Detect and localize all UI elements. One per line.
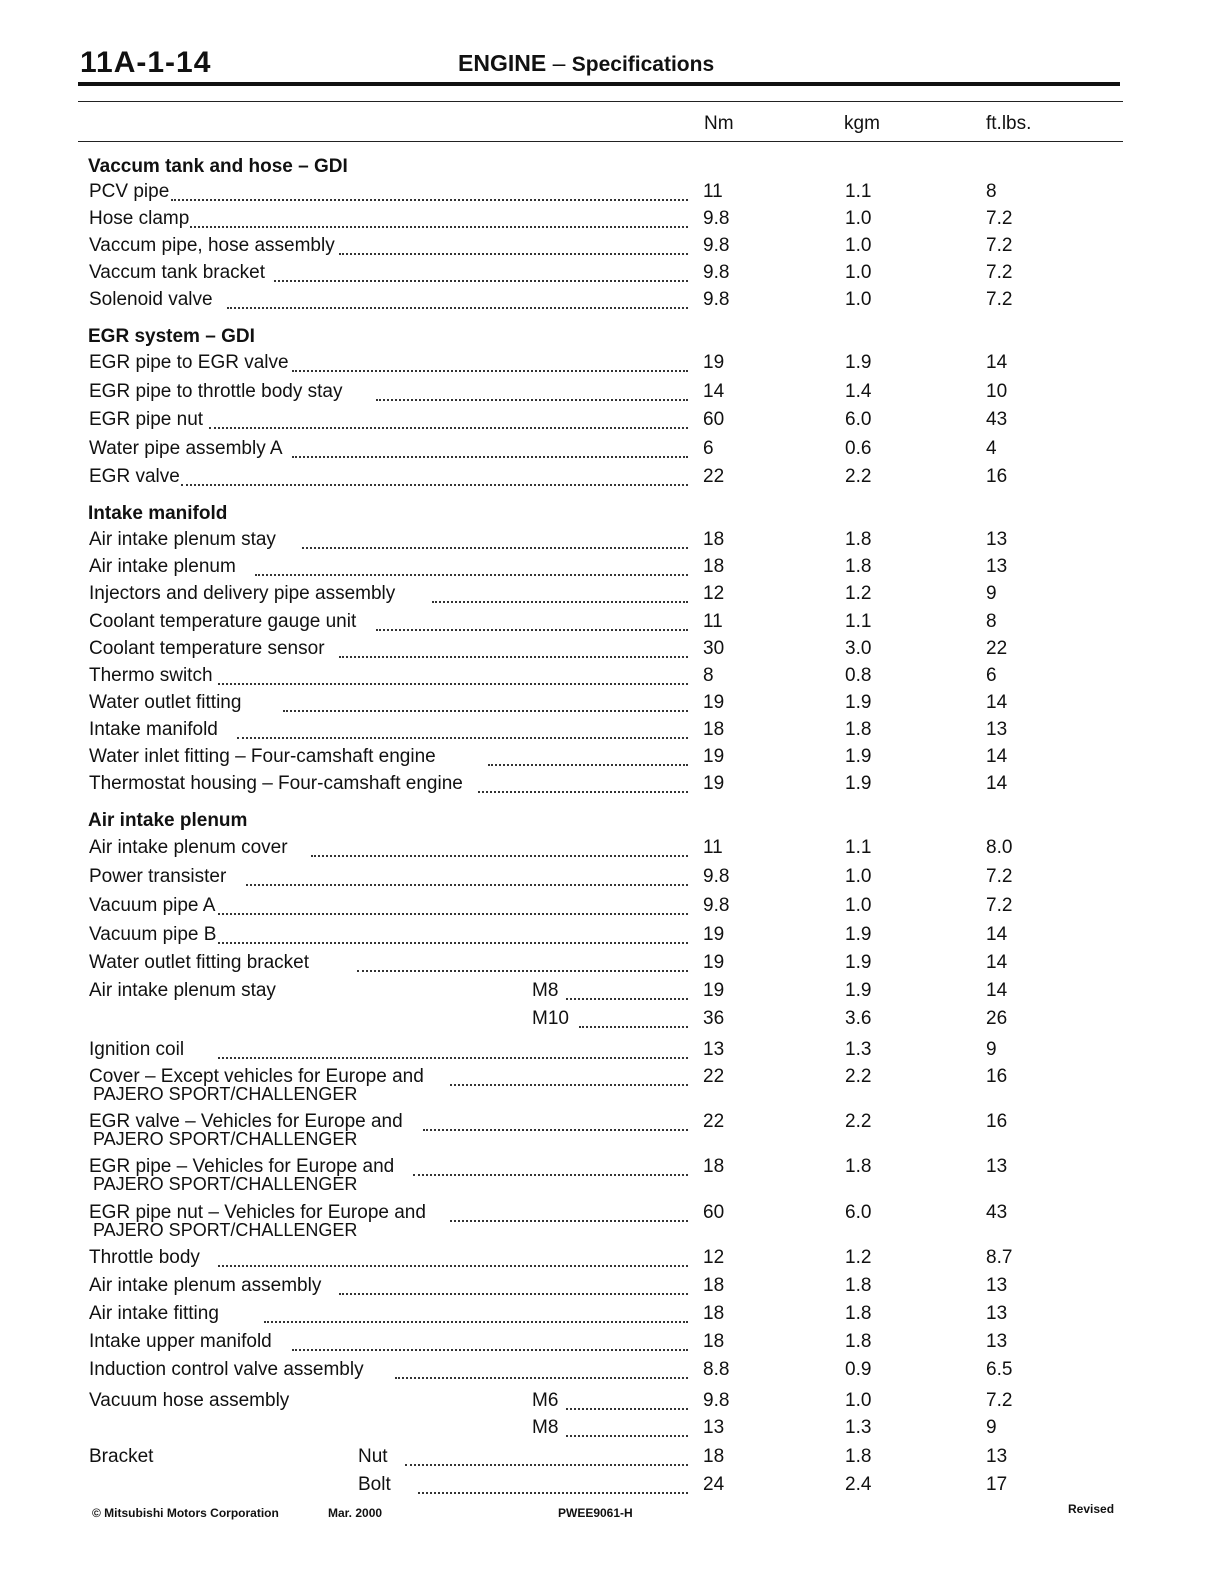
value-nm: 18 <box>703 1156 725 1177</box>
value-nm: 9.8 <box>703 289 730 310</box>
column-header-ftlbs: ft.lbs. <box>986 113 1032 134</box>
section-heading: EGR system – GDI <box>88 326 255 347</box>
spec-row <box>0 235 1224 259</box>
value-nm: 18 <box>703 1275 725 1296</box>
leader-dots <box>171 199 688 201</box>
value-kgm: 1.8 <box>845 529 872 550</box>
spec-label: Air intake plenum cover <box>89 837 288 858</box>
leader-dots <box>218 1057 688 1059</box>
leader-dots <box>292 370 688 372</box>
leader-dots <box>376 629 688 631</box>
page-number: 11A-1-14 <box>80 46 212 79</box>
spec-label-continuation: PAJERO SPORT/CHALLENGER <box>93 1220 358 1240</box>
value-ftlbs: 13 <box>986 1156 1008 1177</box>
leader-dots <box>311 855 688 857</box>
spec-row <box>0 466 1224 490</box>
spec-row <box>0 289 1224 313</box>
value-ftlbs: 16 <box>986 466 1008 487</box>
leader-dots <box>209 427 688 429</box>
spec-sublabel: Bolt <box>358 1474 391 1495</box>
spec-label: EGR pipe to throttle body stay <box>89 381 343 402</box>
value-ftlbs: 7.2 <box>986 235 1013 256</box>
value-nm: 60 <box>703 1202 725 1223</box>
value-ftlbs: 13 <box>986 529 1008 550</box>
value-kgm: 2.2 <box>845 1111 872 1132</box>
footer-copyright: © Mitsubishi Motors Corporation <box>92 1506 279 1520</box>
value-kgm: 1.2 <box>845 1247 872 1268</box>
value-ftlbs: 43 <box>986 409 1008 430</box>
value-kgm: 1.3 <box>845 1417 872 1438</box>
value-kgm: 1.8 <box>845 1331 872 1352</box>
spec-label: EGR pipe nut <box>89 409 204 430</box>
spec-row <box>0 773 1224 797</box>
value-kgm: 2.2 <box>845 466 872 487</box>
section-heading: Intake manifold <box>88 503 228 524</box>
value-ftlbs: 4 <box>986 438 997 459</box>
value-nm: 19 <box>703 924 725 945</box>
spec-row <box>0 208 1224 232</box>
value-ftlbs: 8.0 <box>986 837 1013 858</box>
value-ftlbs: 8 <box>986 611 997 632</box>
spec-row <box>0 181 1224 205</box>
spec-row <box>0 837 1224 861</box>
value-nm: 9.8 <box>703 895 730 916</box>
value-kgm: 1.8 <box>845 1275 872 1296</box>
leader-dots <box>218 683 688 685</box>
value-ftlbs: 7.2 <box>986 1390 1013 1411</box>
spec-label: PCV pipe <box>89 181 170 202</box>
leader-dots <box>190 226 688 228</box>
value-kgm: 1.1 <box>845 611 872 632</box>
spec-row <box>0 1446 1224 1470</box>
spec-label: Vacuum hose assembly <box>89 1390 290 1411</box>
spec-label: Air intake fitting <box>89 1303 219 1324</box>
section-heading: Vaccum tank and hose – GDI <box>88 156 348 177</box>
leader-dots <box>255 574 688 576</box>
value-ftlbs: 22 <box>986 638 1008 659</box>
spec-label: Thermostat housing – Four-camshaft engine <box>89 773 463 794</box>
spec-row <box>0 1303 1224 1327</box>
value-nm: 36 <box>703 1008 725 1029</box>
leader-dots <box>218 1265 688 1267</box>
leader-dots <box>218 913 688 915</box>
spec-row <box>0 1331 1224 1355</box>
spec-label: Air intake plenum <box>89 556 236 577</box>
value-nm: 12 <box>703 1247 725 1268</box>
leader-dots <box>423 1129 689 1131</box>
value-nm: 9.8 <box>703 866 730 887</box>
value-kgm: 3.6 <box>845 1008 872 1029</box>
title-sub: Specifications <box>571 53 715 76</box>
value-ftlbs: 13 <box>986 719 1008 740</box>
spec-label: Air intake plenum stay <box>89 529 276 550</box>
spec-row <box>0 1066 1224 1104</box>
value-ftlbs: 7.2 <box>986 208 1013 229</box>
value-kgm: 1.8 <box>845 1303 872 1324</box>
value-kgm: 1.9 <box>845 746 872 767</box>
spec-label: Throttle body <box>89 1247 200 1268</box>
value-kgm: 1.1 <box>845 837 872 858</box>
value-nm: 8 <box>703 665 714 686</box>
value-nm: 22 <box>703 466 725 487</box>
value-ftlbs: 14 <box>986 952 1008 973</box>
leader-dots <box>579 1026 688 1028</box>
value-nm: 19 <box>703 980 725 1001</box>
value-ftlbs: 14 <box>986 924 1008 945</box>
spec-row <box>0 638 1224 662</box>
value-ftlbs: 8.7 <box>986 1247 1013 1268</box>
spec-label: Water outlet fitting bracket <box>89 952 310 973</box>
value-nm: 9.8 <box>703 262 730 283</box>
leader-dots <box>339 253 688 255</box>
value-kgm: 1.9 <box>845 352 872 373</box>
spec-sublabel: M10 <box>532 1008 569 1029</box>
value-kgm: 1.1 <box>845 181 872 202</box>
value-kgm: 1.0 <box>845 208 872 229</box>
spec-row <box>0 746 1224 770</box>
spec-label: Injectors and delivery pipe assembly <box>89 583 396 604</box>
value-kgm: 1.0 <box>845 289 872 310</box>
value-ftlbs: 43 <box>986 1202 1008 1223</box>
value-nm: 19 <box>703 952 725 973</box>
value-ftlbs: 13 <box>986 1446 1008 1467</box>
spec-row <box>0 262 1224 286</box>
title-main: ENGINE <box>458 50 547 76</box>
spec-label: Water outlet fitting <box>89 692 242 713</box>
value-kgm: 3.0 <box>845 638 872 659</box>
spec-label-continuation: PAJERO SPORT/CHALLENGER <box>93 1129 358 1149</box>
value-kgm: 1.0 <box>845 866 872 887</box>
value-nm: 18 <box>703 1331 725 1352</box>
value-ftlbs: 7.2 <box>986 289 1013 310</box>
spec-row <box>0 1202 1224 1240</box>
value-nm: 19 <box>703 746 725 767</box>
value-nm: 18 <box>703 719 725 740</box>
value-ftlbs: 13 <box>986 1275 1008 1296</box>
spec-row <box>0 665 1224 689</box>
leader-dots <box>237 737 689 739</box>
spec-label: EGR pipe nut – Vehicles for Europe and <box>89 1202 426 1223</box>
spec-row <box>0 1417 1224 1441</box>
value-ftlbs: 14 <box>986 692 1008 713</box>
value-nm: 9.8 <box>703 208 730 229</box>
value-kgm: 1.3 <box>845 1039 872 1060</box>
value-nm: 19 <box>703 692 725 713</box>
value-nm: 18 <box>703 1303 725 1324</box>
value-kgm: 1.8 <box>845 1156 872 1177</box>
value-kgm: 1.8 <box>845 556 872 577</box>
spec-label: Vacuum pipe A <box>89 895 216 916</box>
spec-label-continuation: PAJERO SPORT/CHALLENGER <box>93 1084 358 1104</box>
spec-row <box>0 692 1224 716</box>
spec-row <box>0 1359 1224 1383</box>
value-kgm: 2.2 <box>845 1066 872 1087</box>
leader-dots <box>246 884 688 886</box>
spec-label: Intake manifold <box>89 719 218 740</box>
leader-dots <box>566 1435 688 1437</box>
value-kgm: 0.8 <box>845 665 872 686</box>
leader-dots <box>292 456 688 458</box>
value-nm: 11 <box>703 181 723 202</box>
value-kgm: 1.8 <box>845 1446 872 1467</box>
spec-row <box>0 438 1224 462</box>
leader-dots <box>432 601 688 603</box>
leader-dots <box>339 656 688 658</box>
leader-dots <box>218 942 688 944</box>
value-ftlbs: 13 <box>986 556 1008 577</box>
spec-label: Water pipe assembly A <box>89 438 283 459</box>
footer-status: Revised <box>1068 1502 1115 1516</box>
spec-label: Bracket <box>89 1446 154 1467</box>
value-nm: 60 <box>703 409 725 430</box>
spec-label: Air intake plenum stay <box>89 980 276 1001</box>
value-nm: 11 <box>703 611 723 632</box>
leader-dots <box>181 484 688 486</box>
leader-dots <box>339 1293 688 1295</box>
spec-sublabel: Nut <box>358 1446 388 1467</box>
value-ftlbs: 26 <box>986 1008 1008 1029</box>
leader-dots <box>566 1408 688 1410</box>
value-ftlbs: 14 <box>986 746 1008 767</box>
spec-label: EGR valve <box>89 466 180 487</box>
spec-label: Air intake plenum assembly <box>89 1275 322 1296</box>
value-ftlbs: 9 <box>986 1417 997 1438</box>
value-kgm: 1.0 <box>845 1390 872 1411</box>
value-kgm: 1.0 <box>845 895 872 916</box>
value-nm: 19 <box>703 352 725 373</box>
value-nm: 18 <box>703 556 725 577</box>
spec-row <box>0 1039 1224 1063</box>
spec-row <box>0 1156 1224 1194</box>
value-kgm: 6.0 <box>845 409 872 430</box>
value-ftlbs: 14 <box>986 773 1008 794</box>
leader-dots <box>488 764 688 766</box>
leader-dots <box>264 1321 688 1323</box>
value-kgm: 1.9 <box>845 980 872 1001</box>
value-kgm: 1.0 <box>845 262 872 283</box>
spec-label: EGR pipe – Vehicles for Europe and <box>89 1156 395 1177</box>
value-kgm: 1.0 <box>845 235 872 256</box>
value-ftlbs: 14 <box>986 352 1008 373</box>
value-ftlbs: 9 <box>986 1039 997 1060</box>
value-nm: 9.8 <box>703 235 730 256</box>
value-nm: 11 <box>703 837 723 858</box>
value-ftlbs: 17 <box>986 1474 1008 1495</box>
value-nm: 22 <box>703 1066 725 1087</box>
spec-row <box>0 924 1224 948</box>
value-kgm: 1.8 <box>845 719 872 740</box>
spec-row <box>0 583 1224 607</box>
value-kgm: 0.6 <box>845 438 872 459</box>
spec-row <box>0 1247 1224 1271</box>
value-ftlbs: 7.2 <box>986 262 1013 283</box>
value-kgm: 1.9 <box>845 952 872 973</box>
column-header-kgm: kgm <box>844 113 880 134</box>
spec-label: EGR valve – Vehicles for Europe and <box>89 1111 403 1132</box>
value-nm: 19 <box>703 773 725 794</box>
value-nm: 13 <box>703 1417 725 1438</box>
value-nm: 18 <box>703 1446 725 1467</box>
leader-dots <box>478 791 688 793</box>
value-kgm: 6.0 <box>845 1202 872 1223</box>
spec-label: Vacuum pipe B <box>89 924 217 945</box>
spec-row <box>0 1390 1224 1414</box>
spec-label: Power transister <box>89 866 227 887</box>
spec-row <box>0 381 1224 405</box>
footer-date: Mar. 2000 <box>328 1506 383 1520</box>
spec-sublabel: M6 <box>532 1390 559 1411</box>
leader-dots <box>395 1377 688 1379</box>
leader-dots <box>292 1349 688 1351</box>
spec-row <box>0 352 1224 376</box>
spec-row <box>0 980 1224 1004</box>
spec-row <box>0 866 1224 890</box>
value-ftlbs: 8 <box>986 181 997 202</box>
value-nm: 14 <box>703 381 725 402</box>
value-ftlbs: 14 <box>986 980 1008 1001</box>
value-ftlbs: 7.2 <box>986 866 1013 887</box>
spec-row <box>0 529 1224 553</box>
spec-label: Vaccum pipe, hose assembly <box>89 235 335 256</box>
spec-row <box>0 1111 1224 1149</box>
spec-label: Cover – Except vehicles for Europe and <box>89 1066 424 1087</box>
value-kgm: 1.9 <box>845 924 872 945</box>
spec-row <box>0 1008 1224 1032</box>
spec-row <box>0 1474 1224 1498</box>
spec-label: Induction control valve assembly <box>89 1359 364 1380</box>
value-nm: 8.8 <box>703 1359 730 1380</box>
value-ftlbs: 13 <box>986 1303 1008 1324</box>
leader-dots <box>274 280 688 282</box>
leader-dots <box>566 998 688 1000</box>
spec-row <box>0 409 1224 433</box>
title-separator: – <box>546 50 572 76</box>
value-nm: 6 <box>703 438 714 459</box>
footer-code: PWEE9061-H <box>558 1506 633 1520</box>
value-nm: 12 <box>703 583 725 604</box>
value-nm: 24 <box>703 1474 725 1495</box>
leader-dots <box>413 1174 688 1176</box>
value-ftlbs: 16 <box>986 1066 1008 1087</box>
value-kgm: 1.4 <box>845 381 872 402</box>
spec-row <box>0 611 1224 635</box>
spec-label: Hose clamp <box>89 208 190 229</box>
value-ftlbs: 16 <box>986 1111 1008 1132</box>
value-ftlbs: 7.2 <box>986 895 1013 916</box>
value-nm: 22 <box>703 1111 725 1132</box>
spec-label: Solenoid valve <box>89 289 213 310</box>
spec-label-continuation: PAJERO SPORT/CHALLENGER <box>93 1174 358 1194</box>
value-kgm: 0.9 <box>845 1359 872 1380</box>
leader-dots <box>450 1084 688 1086</box>
column-header-nm: Nm <box>704 113 734 134</box>
value-ftlbs: 13 <box>986 1331 1008 1352</box>
spec-label: Water inlet fitting – Four-camshaft engine <box>89 746 436 767</box>
spec-label: Coolant temperature gauge unit <box>89 611 357 632</box>
spec-label: Thermo switch <box>89 665 213 686</box>
spec-row <box>0 1275 1224 1299</box>
value-nm: 9.8 <box>703 1390 730 1411</box>
value-ftlbs: 6 <box>986 665 997 686</box>
leader-dots <box>302 547 688 549</box>
spec-row <box>0 895 1224 919</box>
leader-dots <box>450 1220 688 1222</box>
value-kgm: 1.9 <box>845 692 872 713</box>
value-nm: 30 <box>703 638 725 659</box>
spec-row <box>0 556 1224 580</box>
value-ftlbs: 6.5 <box>986 1359 1013 1380</box>
spec-sublabel: M8 <box>532 980 559 1001</box>
leader-dots <box>405 1464 688 1466</box>
section-heading: Air intake plenum <box>88 810 248 831</box>
leader-dots <box>227 307 688 309</box>
spec-label: EGR pipe to EGR valve <box>89 352 289 373</box>
value-ftlbs: 9 <box>986 583 997 604</box>
spec-label: Intake upper manifold <box>89 1331 272 1352</box>
leader-dots <box>418 1492 688 1494</box>
spec-row <box>0 719 1224 743</box>
value-nm: 13 <box>703 1039 725 1060</box>
value-kgm: 2.4 <box>845 1474 872 1495</box>
spec-label: Ignition coil <box>89 1039 185 1060</box>
spec-label: Vaccum tank bracket <box>89 262 266 283</box>
value-kgm: 1.2 <box>845 583 872 604</box>
value-nm: 18 <box>703 529 725 550</box>
leader-dots <box>357 970 688 972</box>
spec-sublabel: M8 <box>532 1417 559 1438</box>
value-ftlbs: 10 <box>986 381 1008 402</box>
value-kgm: 1.9 <box>845 773 872 794</box>
leader-dots <box>376 399 688 401</box>
spec-row <box>0 952 1224 976</box>
leader-dots <box>283 710 688 712</box>
spec-label: Coolant temperature sensor <box>89 638 325 659</box>
